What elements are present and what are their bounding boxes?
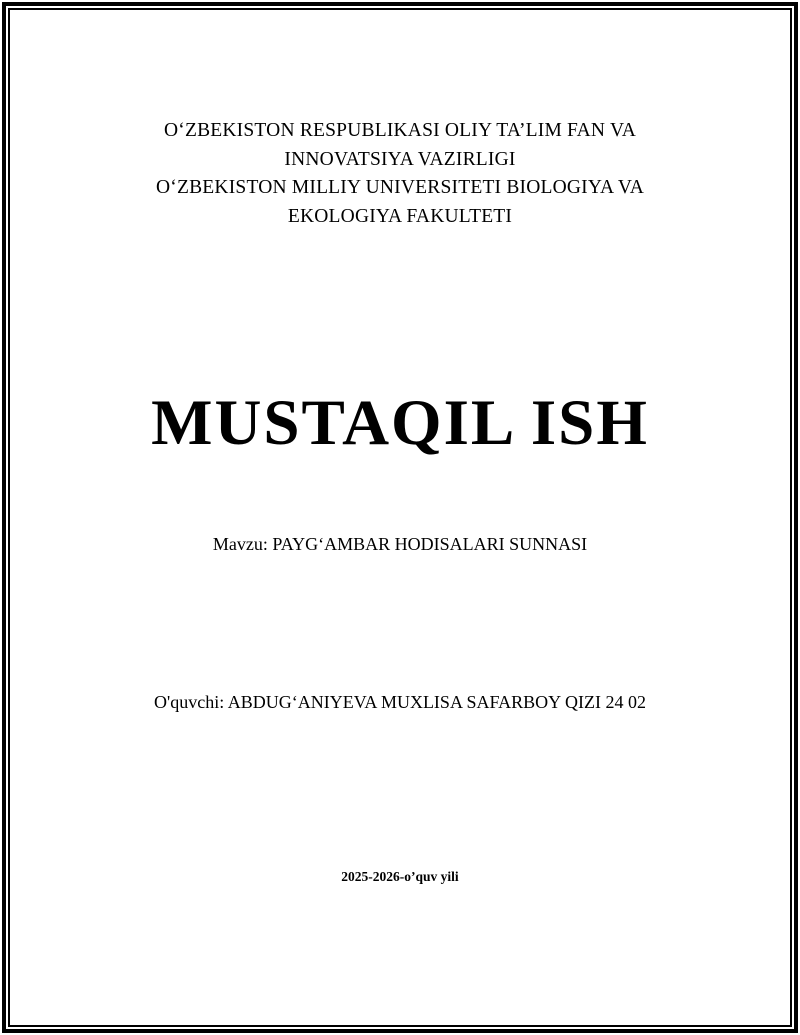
header-line-1: OʻZBEKISTON RESPUBLIKASI OLIY TA’LIM FAN VA [164,120,636,141]
student-line: O'quvchi: ABDUGʻANIYEVA MUXLISA SAFARBOY QIZI 24 02 [154,692,646,712]
topic-line: Mavzu: PAYGʻAMBAR HODISALARI SUNNASI [212,534,588,554]
header-line-3: OʻZBEKISTON MILLIY UNIVERSITETI BIOLOGIYA VA [156,177,644,198]
document-title: MUSTAQIL ISH [151,387,649,459]
academic-year-line: 2025-2026-o’quv yili [341,869,459,884]
page-content [10,10,790,1025]
institution-header [10,117,790,231]
header-line-4: EKOLOGIYA FAKULTETI [287,205,513,227]
header-line-2: INNOVATSIYA VAZIRLIGI [284,148,516,170]
